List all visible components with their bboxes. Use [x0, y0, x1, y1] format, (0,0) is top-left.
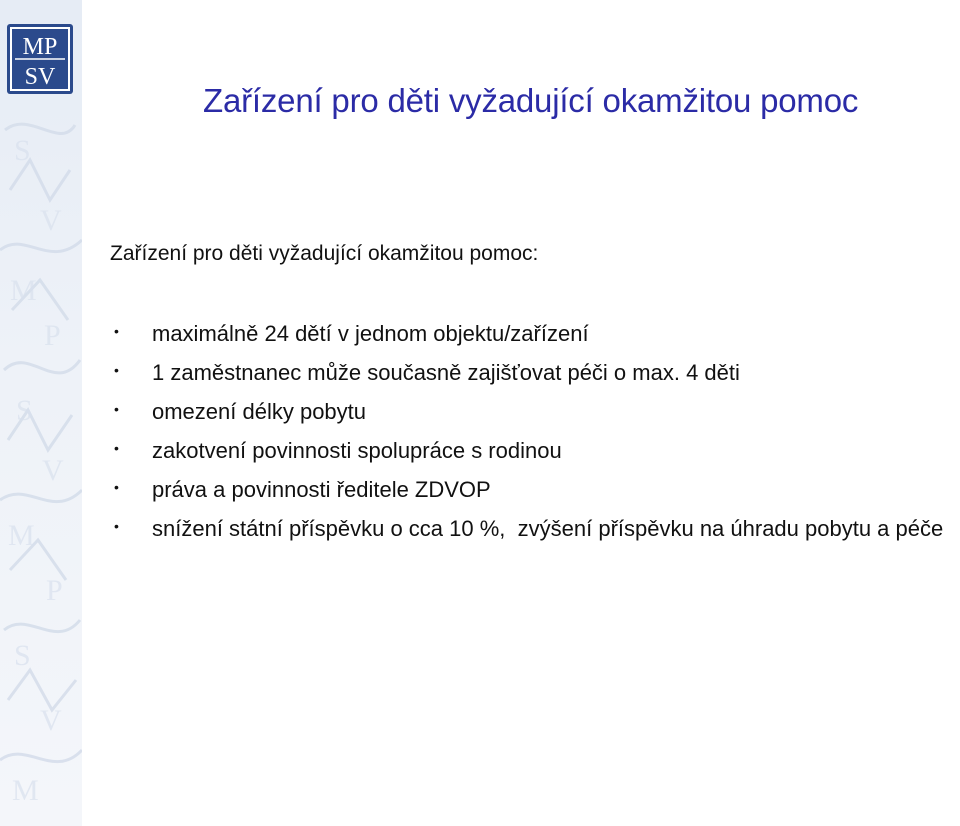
side-pattern-graphic	[0, 0, 82, 826]
list-item	[110, 474, 960, 506]
list-item	[110, 357, 960, 389]
bullet-dot-icon: •	[114, 362, 119, 378]
list-item-text: 1 zaměstnanec může současně zajišťovat péči o max. 4 děti	[152, 360, 740, 385]
svg-text:M: M	[10, 274, 37, 307]
list-item-text: zakotvení povinnosti spolupráce s rodinou	[152, 438, 562, 463]
bullet-list	[110, 318, 960, 552]
list-item	[110, 396, 960, 428]
list-item-text: omezení délky pobytu	[152, 399, 367, 424]
logo-text-top: MP	[22, 34, 58, 60]
bullet-dot-icon: •	[114, 440, 119, 456]
list-item-text: práva a povinnosti ředitele ZDVOP	[152, 477, 491, 502]
list-item	[110, 318, 960, 350]
svg-text:S: S	[14, 639, 31, 672]
list-item-text: maximálně 24 dětí v jednom objektu/zařízení	[152, 321, 589, 346]
bullet-dot-icon: •	[114, 518, 119, 534]
svg-text:S: S	[14, 134, 31, 167]
svg-text:M: M	[12, 774, 39, 807]
mpsv-logo-graphic	[7, 24, 73, 94]
list-item	[110, 513, 960, 545]
svg-text:V: V	[40, 204, 62, 237]
svg-text:V: V	[42, 454, 64, 487]
svg-text:V: V	[40, 704, 62, 737]
side-band-decoration	[0, 0, 82, 826]
svg-text:S: S	[16, 394, 33, 427]
svg-text:P: P	[44, 319, 61, 352]
logo-text-bottom: SV	[24, 64, 56, 90]
list-item	[110, 435, 960, 467]
bullet-dot-icon: •	[114, 479, 119, 495]
bullet-dot-icon: •	[114, 323, 119, 339]
slide-title: Zařízení pro děti vyžadující okamžitou pomoc	[203, 82, 859, 119]
bullet-dot-icon: •	[114, 401, 119, 417]
intro-text: Zařízení pro děti vyžadující okamžitou pomoc:	[110, 242, 539, 265]
svg-text:M: M	[8, 519, 35, 552]
list-item-text: snížení státní příspěvku o cca 10 %, zvýšení příspěvku na úhradu pobytu a péče	[152, 516, 944, 541]
svg-text:P: P	[46, 574, 63, 607]
mpsv-logo	[7, 24, 73, 94]
